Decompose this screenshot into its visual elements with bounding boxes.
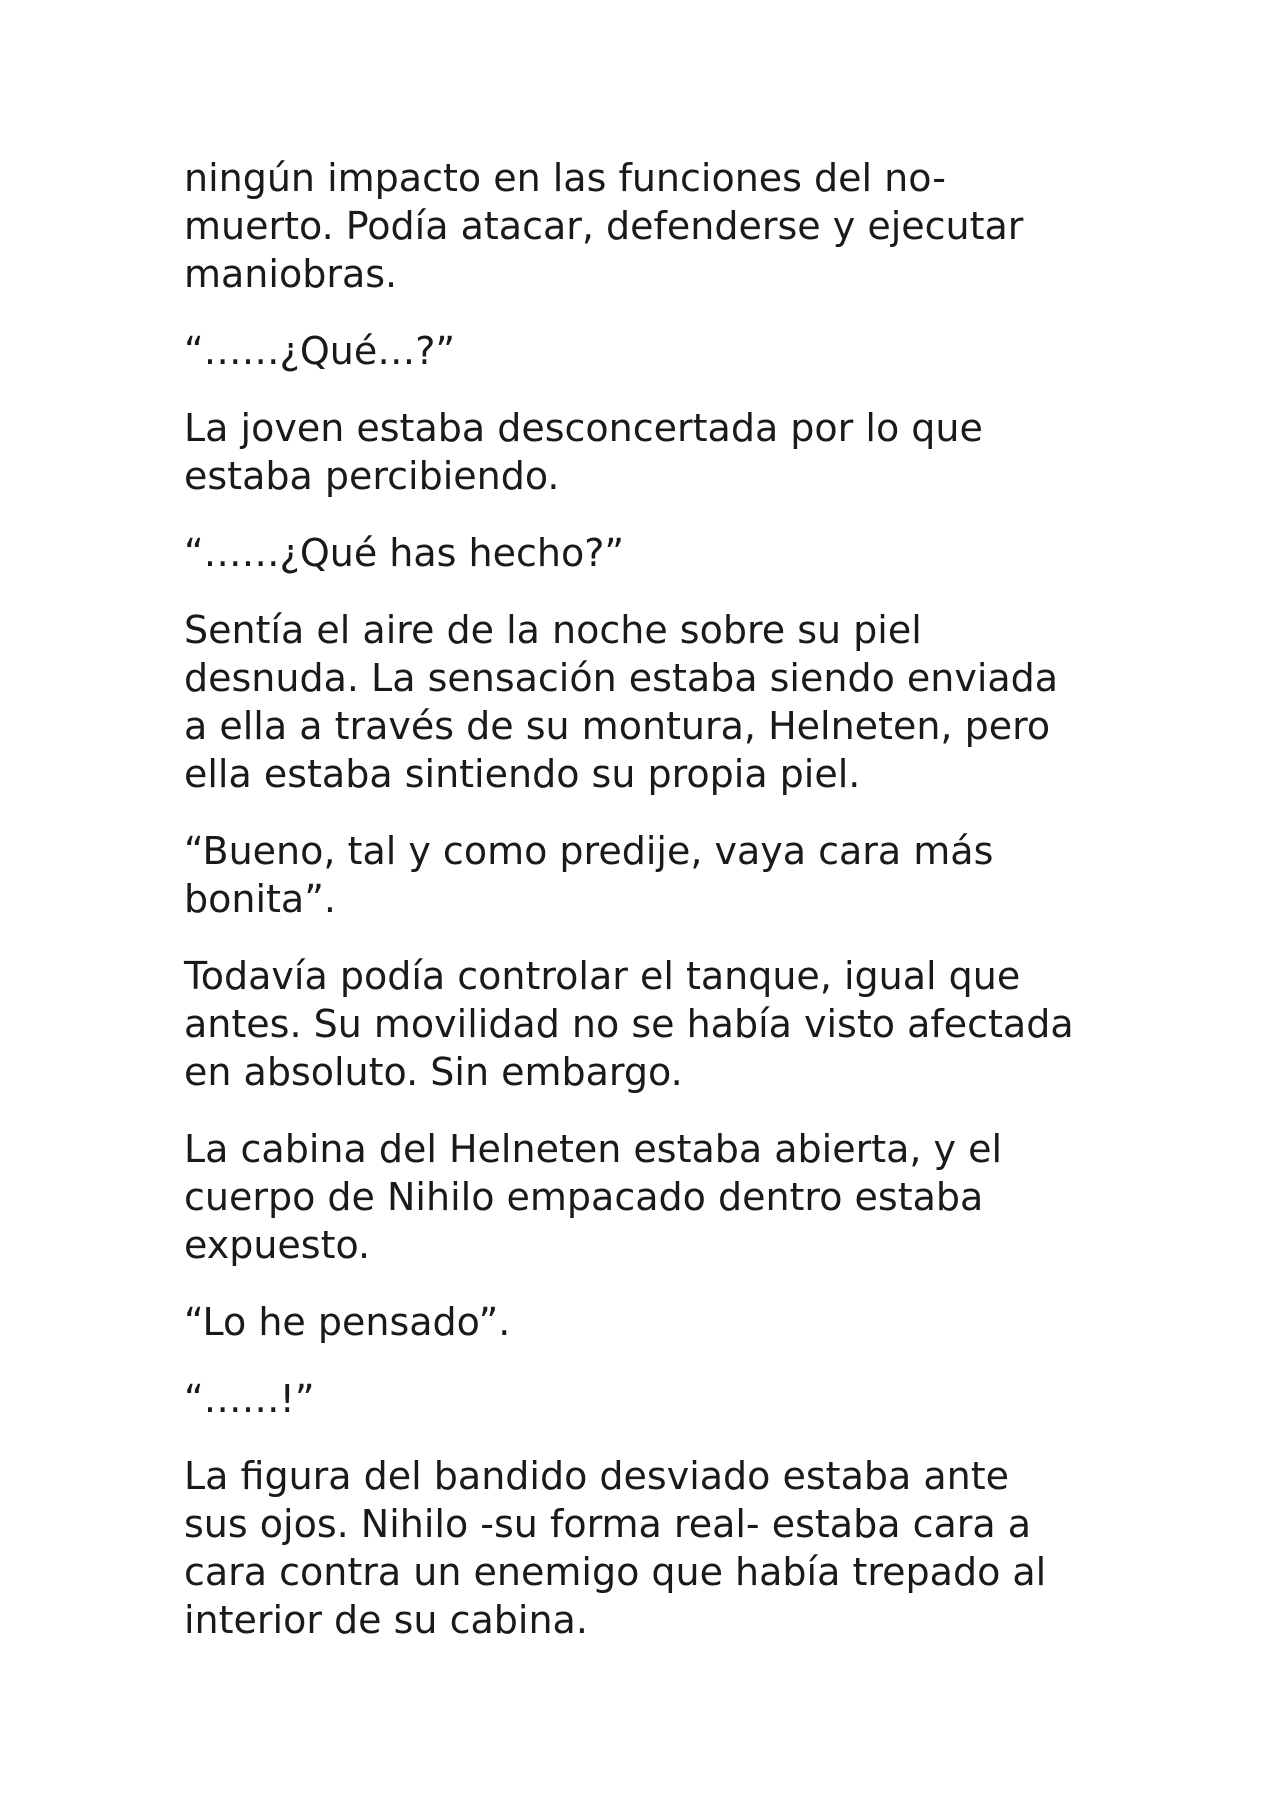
paragraph-11 (184, 1452, 1124, 1644)
text-line: desnuda. La sensación estaba siendo enviada (184, 656, 1059, 700)
paragraph-5 (184, 606, 1124, 798)
text-line: a ella a través de su montura, Helneten, pero (184, 704, 1051, 748)
text-line: ningún impacto en las funciones del no- (184, 156, 946, 200)
paragraph-7 (184, 952, 1124, 1096)
text-line: expuesto. (184, 1223, 371, 1267)
text-line: “……¿Qué has hecho?” (184, 531, 625, 575)
text-line: antes. Su movilidad no se había visto afectada (184, 1002, 1074, 1046)
paragraph-4 (184, 529, 1124, 577)
text-line: “……!” (184, 1377, 315, 1421)
text-line: “Bueno, tal y como predije, vaya cara más (184, 829, 994, 873)
paragraph-8 (184, 1125, 1124, 1269)
text-line: sus ojos. Nihilo -su forma real- estaba cara a (184, 1502, 1032, 1546)
paragraph-10 (184, 1375, 1124, 1423)
paragraph-6 (184, 827, 1124, 923)
text-line: La joven estaba desconcertada por lo que (184, 406, 983, 450)
paragraph-2 (184, 327, 1124, 375)
text-line: en absoluto. Sin embargo. (184, 1050, 683, 1094)
text-line: Todavía podía controlar el tanque, igual que (184, 954, 1021, 998)
text-line: La cabina del Helneten estaba abierta, y el (184, 1127, 1003, 1171)
text-line: Sentía el aire de la noche sobre su piel (184, 608, 922, 652)
paragraph-3 (184, 404, 1124, 500)
paragraph-1 (184, 154, 1124, 298)
text-line: maniobras. (184, 252, 398, 296)
page-body (184, 154, 1124, 1673)
text-line: interior de su cabina. (184, 1598, 588, 1642)
text-line: La figura del bandido desviado estaba ante (184, 1454, 1009, 1498)
text-line: “Lo he pensado”. (184, 1300, 511, 1344)
text-line: bonita”. (184, 877, 336, 921)
paragraph-9 (184, 1298, 1124, 1346)
text-line: estaba percibiendo. (184, 454, 560, 498)
text-line: ella estaba sintiendo su propia piel. (184, 752, 861, 796)
text-line: muerto. Podía atacar, defenderse y ejecutar (184, 204, 1024, 248)
text-line: “……¿Qué…?” (184, 329, 456, 373)
text-line: cara contra un enemigo que había trepado al (184, 1550, 1047, 1594)
text-line: cuerpo de Nihilo empacado dentro estaba (184, 1175, 984, 1219)
